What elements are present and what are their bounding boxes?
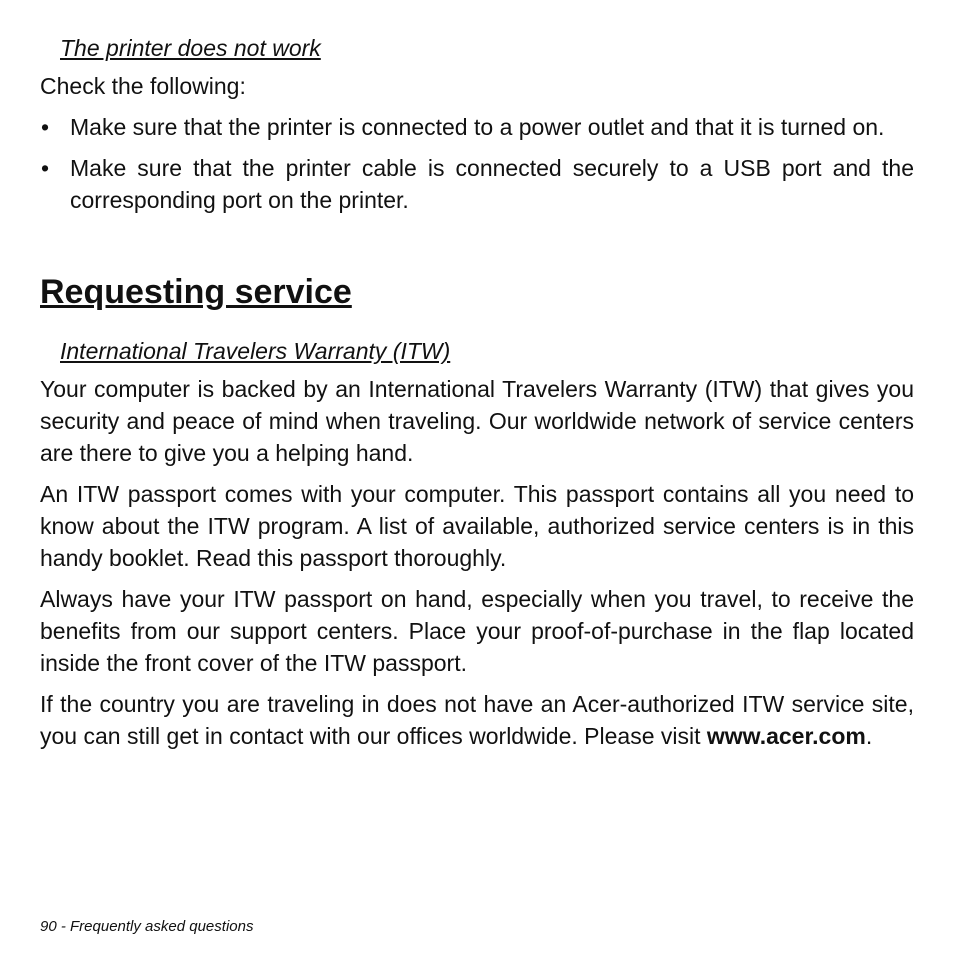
paragraph-on-hand: Always have your ITW passport on hand, especially when you travel, to receive the benefits from our support centers. Place your proof-of-purchase in the flap located inside the front cover of the ITW passport. xyxy=(40,586,914,676)
bullet-icon: • xyxy=(40,114,50,140)
check-intro: Check the following: xyxy=(40,73,246,99)
period: . xyxy=(865,723,873,749)
bullet-icon: • xyxy=(40,155,50,181)
contact-text: If the country you are traveling in does not have an Acer-authorized ITW service site, you can still get in contact with our offices worldwide. Please visit xyxy=(40,691,914,749)
bullet-text: Make sure that the printer cable is connected securely to a USB port and the corresponding port on the printer. xyxy=(70,155,914,213)
paragraph-itw-intro: Your computer is backed by an International Travelers Warranty (ITW) that gives you security and peace of mind when traveling. Our worldwide network of service centers are there to give you a helping hand. xyxy=(40,376,914,466)
paragraph-contact xyxy=(40,688,914,752)
list-item xyxy=(40,111,914,143)
itw-subheading: International Travelers Warranty (ITW) xyxy=(60,338,451,364)
printer-subheading: The printer does not work xyxy=(60,35,321,61)
bullet-text: Make sure that the printer is connected to a power outlet and that it is turned on. xyxy=(70,114,885,140)
page-footer: 90 - Frequently asked questions xyxy=(40,918,254,935)
paragraph-passport: An ITW passport comes with your computer. This passport contains all you need to know about the ITW program. A list of available, authorized service centers is in this handy booklet. Read this passport thoroughly. xyxy=(40,481,914,571)
list-item xyxy=(40,152,914,216)
checklist xyxy=(40,111,914,216)
acer-website-link[interactable]: www.acer.com xyxy=(706,723,866,749)
section-heading: Requesting service xyxy=(40,273,352,311)
